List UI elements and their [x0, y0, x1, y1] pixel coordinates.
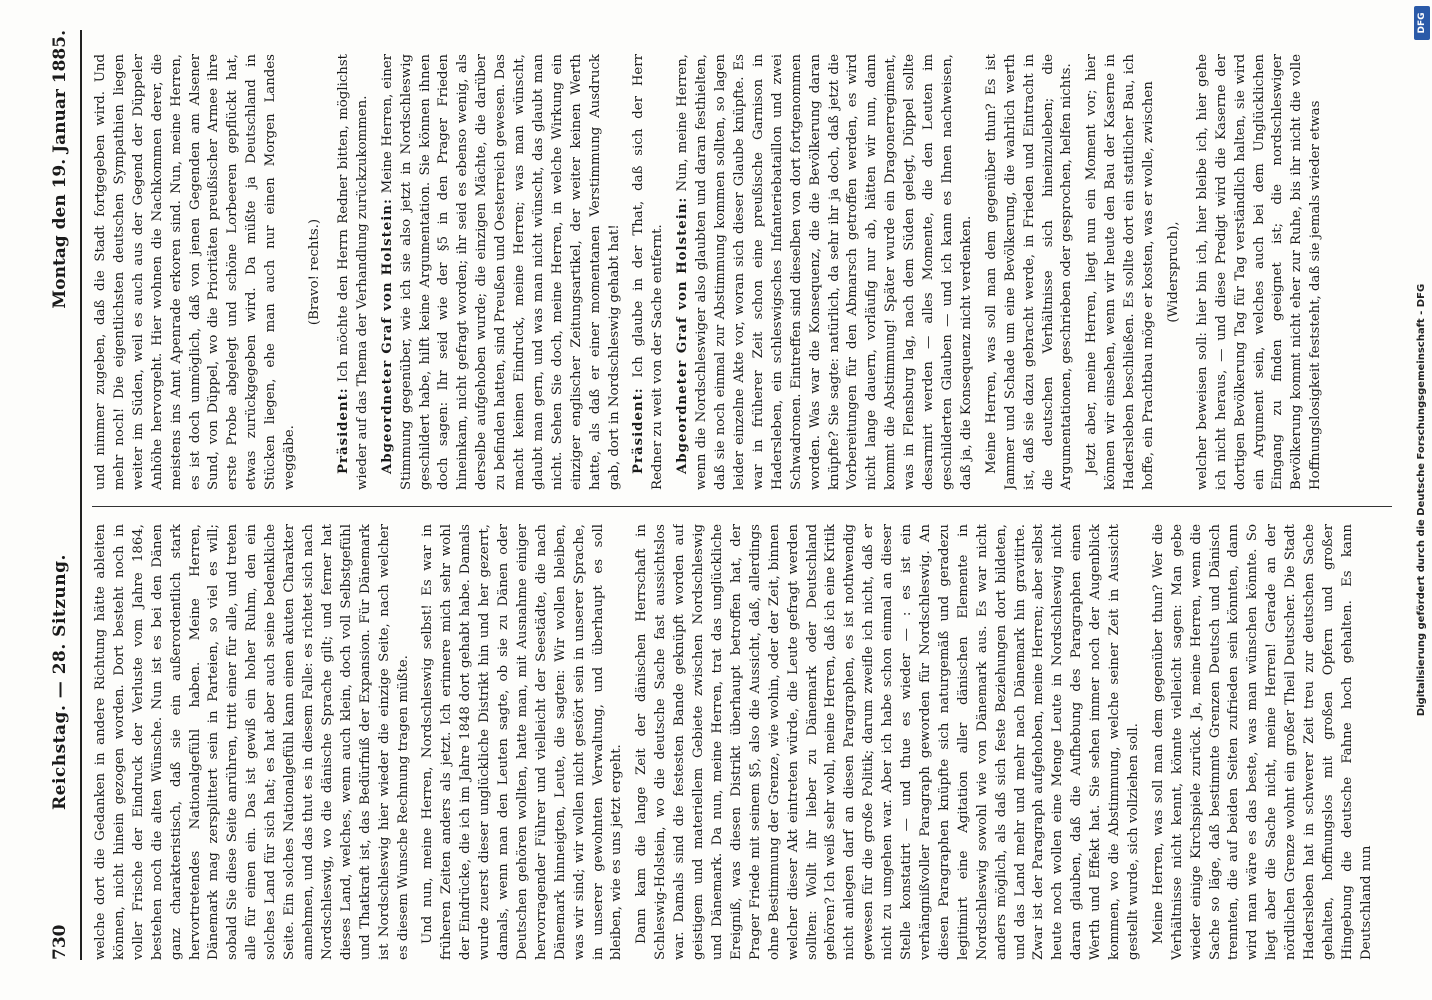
speech-text: Ich möchte den Herrn Redner bitten, möglichst wieder auf das Thema der Verhandlung zurückzukommen.	[335, 54, 370, 490]
speech-text: Ich glaube in der That, daß sich der Herr Redner zu weit von der Sache entfernt.	[631, 54, 666, 490]
page-header	[46, 30, 76, 960]
paragraph: Dann kam die lange Zeit der dänischen Herrschaft in Schleswig-Holstein, wo die deutsche Sache fast aussichtslos war. Damals sind die festesten Bande geknüpft worden auf geistigem und materiellem Gebiete zwischen Nordschleswig und Dänemark. Da nun, meine Herren, trat das unglückliche Ereigniß, was diesen Distrikt überhaupt betroffen hat, der Prager Friede mit seinem §5, also die Aussicht, daß, allerdings ohne Bestimmung der Grenze, wie wohin, oder der Zeit, binnen welcher dieser Akt eintreten würde, die Leute gefragt werden sollten: Wollt ihr lieber zu Dänemark oder Deutschland gehören? Ich weiß sehr wohl, meine Herren, daß ich eine Kritik nicht anlegen darf an diesen Paragraphen, es ist nothwendig gewesen für die große Politik; darum zweifle ich nicht, daß er nicht zu umgehen war. Aber ich habe schon einmal an dieser Stelle konstatirt — und thue es wieder — : es ist ein verhängnißvoller Paragraph geworden für Nordschleswig. An diesen Paragraphen knüpfte sich naturgemäß und geradezu legitimirt eine Agitation aller dänischen Elemente in Nordschleswig sowohl wie von Dänemark aus. Es war nicht anders möglich, als daß sich feste Beziehungen dort bildeten, und das Land mehr und mehr nach Dänemark hin gravitirte. Zwar ist der Paragraph aufgehoben, meine Herren; aber selbst heute noch wollen eine Menge Leute in Nordschleswig nicht daran glauben, daß die Aufhebung des Paragraphen einen Werth und Effekt hat. Sie sehen immer noch der Augenblick kommen, wo die Abstimmung, welche seiner Zeit in Aussicht gestellt wurde, sich vollziehen soll.	[634, 524, 1141, 960]
dfg-logo-text: DFG	[1417, 12, 1427, 34]
watermark-text: Digitalisierung gefördert durch die Deutsche Forschungsgemeinschaft - DFG	[1416, 283, 1427, 717]
header-rule	[80, 30, 82, 960]
speaker-name: Abgeordneter Graf von Holstein:	[379, 198, 395, 474]
paragraph: und nimmer zugeben, daß die Stadt fortgegeben wird. Und mehr noch! Die eigentlichsten deutschen Sympathien liegen weiter im Süden, weil es auch aus der Gegend der Düppeler Anhöhe hervorgeht. Hier wohnen die Nachkommen derer, die meistens ins Amt Apenrade erkoren sind. Nun, meine Herren, es ist doch unmöglich, daß von jenen Gegenden am Alsener Sund, von Düppel, wo die Prioritäten preußischer Armee ihre erste Probe abgelegt und schöne Lorbeeren gepflückt hat, etwas zurückgegeben wird. Da müßte ja Deutschland in Stücken liegen, ehe man auch nur einen Morgen Landes weggäbe.	[93, 54, 298, 490]
session-date: Montag den 19. Januar 1885.	[50, 30, 70, 309]
speech-text: Meine Herren, einer Stimmung gegenüber, wie ich sie also jetzt in Nordschleswig geschildert habe, hilft keine Argumentation. Sie können ihnen doch sagen: Ihr seid wie der §5 in den Prager Frieden hineinkam, nicht gefragt worden; ihr seid es ebenso wenig, als derselbe aufgehoben wurde; die einzigen Mächte, die darüber zu befinden hatten, sind Preußen und Oesterreich gewesen. Das macht keinen Eindruck, meine Herren; was man wünscht, glaubt man gern, und was man nicht wünscht, das glaubt man nicht. Sehen Sie doch, meine Herren, in welche Wirkung ein einziger englischer Zeitungsartikel, der weiter keinen Werth hatte, als daß er einer momentanen Verstimmung Ausdruck gab, dort in Nordschleswig gehabt hat!	[379, 54, 622, 490]
speech-president	[630, 54, 668, 490]
speaker-name: Präsident:	[335, 387, 351, 474]
paragraph: Meine Herren, was soll man dem gegenüber thun? Es ist Jammer und Schade um eine Bevölkerung, die wahrlich werth ist, daß sie dazu gebracht werde, in Frieden und Eintracht in die deutschen Verhältnisse sich hineinzuleben; die Argumentationen, geschrieben oder gesprochen, helfen nichts.	[983, 54, 1075, 490]
applause-note: (Bravo! rechts.)	[306, 218, 322, 326]
objection-note: (Widerspruch),	[1165, 221, 1181, 323]
paragraph: welche dort die Gedanken in andere Richtung hätte ableiten können, nicht hinein gezogen worden. Dort besteht noch in voller Frische der Eindruck der Verluste vom Jahre 1864, bestehen noch die alten Wünsche. Nun ist es bei den Dänen ganz charakteristisch, daß sie ein außerordentlich stark hervortretendes Nationalgefühl haben. Meine Herren, Dänemark mag zersplittert sein in Parteien, so viel es will; sobald Sie diese Seite anrühren, tritt einer für alle, und treten alle für einen ein. Das ist gewiß ein hoher Ruhm, den ein solches Land für sich hat; es hat aber auch seine bedenkliche Seite. Ein solches Nationalgefühl kann einen akuten Charakter annehmen, und das thut es in diesem Falle: es richtet sich nach Nordschleswig, wo die dänische Sprache gilt; und ferner hat dieses Land, welches, wenn auch klein, doch voll Selbstgefühl und Thatkraft ist, das Bedürfniß der Expansion. Für Dänemark ist Nordschleswig hier wieder die einzige Seite, nach welcher es diesem Wunsche Rechnung tragen müßte.	[93, 524, 411, 960]
paragraph: Jetzt aber, meine Herren, liegt nun ein Moment vor; hier können wir einsehen, wenn wir heute den Bau der Kaserne in Hadersleben beschließen. Es sollte dort ein stattlicher Bau, ich hoffe, ein Prachtbau möge er kosten, was er wolle, zwischen	[1084, 54, 1157, 490]
paragraph: welcher beweisen soll: hier bin ich, hier bleibe ich, hier gehe ich nicht heraus, — und diese Predigt wird die Kaserne der dortigen Bevölkerung Tag für Tag verständlich halten, sie wird ein Argument sein, welches auch bei dem Unglücklichen Eingang zu finden geeignet ist; die nordschleswiger Bevölkerung kommt nicht eher zur Ruhe, bis ihr nicht die volle Hoffnungslosigkeit feststeht, daß sie jemals wieder etwas	[1194, 54, 1324, 490]
speaker-name: Präsident:	[631, 387, 647, 474]
speech-holstein	[379, 54, 625, 490]
speech-president	[335, 54, 373, 490]
speech-holstein	[674, 54, 977, 490]
column-divider	[92, 506, 1392, 507]
left-column	[92, 524, 1392, 960]
digitization-watermark	[1414, 20, 1430, 980]
speaker-name: Abgeordneter Graf von Holstein:	[675, 196, 691, 474]
paragraph: Und nun, meine Herren, Nordschleswig selbst! Es war in früheren Zeiten anders als jetzt. Ich erinnere mich sehr wohl der Eindrücke, die ich im Jahre 1848 dort gehabt habe. Damals wurde zuerst dieser unglückliche Distrikt hin und her gezerrt, damals, wenn man den Leuten sagte, ob sie zu Dänen oder Deutschen gehören wollten, hatte man, mit Ausnahme einiger hervorragender Führer und vielleicht der Seestädte, die nach Dänemark hinneigten, Leute, die sagten: Wir wollen bleiben, was wir sind; wir wollen nicht gestört sein in unserer Sprache, in unserer gewohnten Verwaltung, und überhaupt es soll bleiben, wie es uns jetzt ergeht.	[420, 524, 625, 960]
speech-text: Nun, meine Herren, wenn die Nordschleswiger also glaubten und daran festhielten, daß sie noch einmal zur Abstimmung kommen sollten, so lagen leider einzelne Akte vor, woran sich dieser Glaube knüpfte. Es war in früherer Zeit schon eine preußische Garnison in Hadersleben, ein schleswigsches Infanteriebataillon und zwei Schwadronen. Eintreffen sind dieselben von dort fortgenommen worden. Was war die Konsequenz, die die Bevölkerung daran knüpfte? Sie sagte: natürlich, da sehr ihr ja doch, daß jetzt die Vorbereitungen für den Abmarsch getroffen werden, es wird nicht lange dauern, vorläufig nur ab, hätten wir nun, dann kommt die Abstimmung! Später wurde ein Dragonerregiment, was in Flensburg lag, nach dem Süden gelegt, Düppel sollte desarmirt werden — alles Momente, die den Leuten im geschilderten Glauben — und ich kann es Ihnen nachweisen, daß ja, die Konsequenz nicht verdenken.	[675, 54, 974, 490]
right-column	[92, 54, 1392, 490]
session-title: Reichstag. — 28. Sitzung.	[50, 554, 70, 810]
page-number: 730	[50, 924, 70, 960]
paragraph: Meine Herren, was soll man dem gegenüber thun? Wer die Verhältnisse nicht kennt, könnte vielleicht sagen: Man gebe wieder einige Kirchspiele zurück. Ja, meine Herren, wenn die Sache so läge, daß bestimmte Grenzen Deutsch und Dänisch trennten, die auf beiden Seiten zufrieden sein könnten, dann wird man wäre es das beste, was man wünschen könnte. So liegt aber die Sache nicht, meine Herren! Gerade an der nördlichen Grenze wohnt ein großer Theil Deutscher. Die Stadt Hadersleben hat in schwerer Zeit treu zur deutschen Sache gehalten, hoffnungslos mit großen Opfern und großer Hingebung die deutsche Fahne hoch gehalten. Es kann Deutschland nun	[1150, 524, 1374, 960]
